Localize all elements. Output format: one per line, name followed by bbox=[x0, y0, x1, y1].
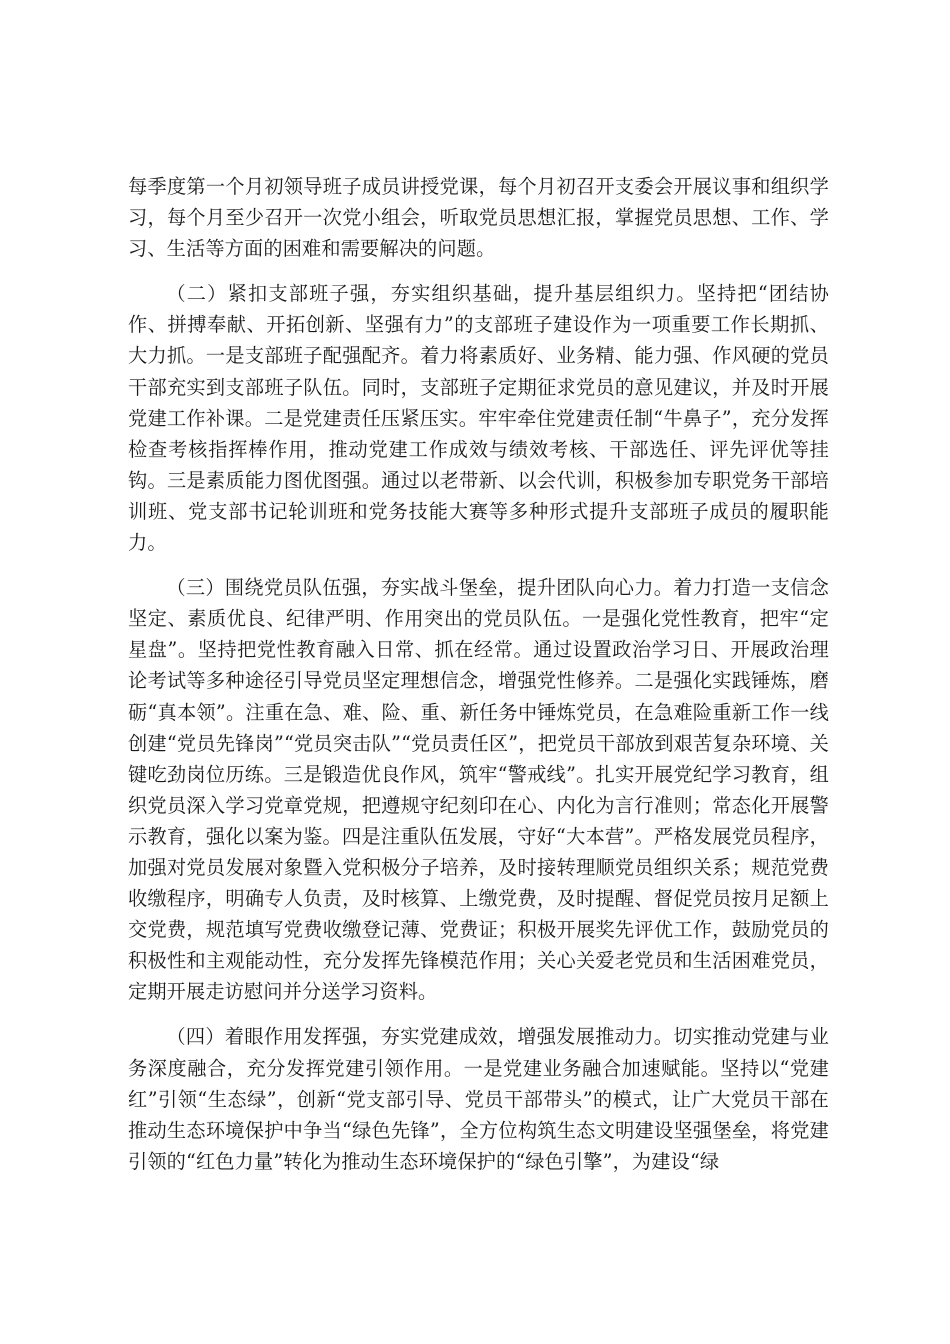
paragraph-section-4: （四）着眼作用发挥强，夯实党建成效，增强发展推动力。切实推动党建与业务深度融合，充分发挥党建引领作用。一是党建业务融合加速赋能。坚持以“党建红”引领“生态绿”，创新“党支部引导、党员干部带头”的模式，让广大党员干部在推动生态环境保护中争当“绿色先锋”，全方位构筑生态文明建设坚强堡垒，将党建引领的“红色力量”转化为推动生态环境保护的“绿色引擎”，为建设“绿 bbox=[128, 1025, 829, 1173]
paragraph-section-2: （二）紧扣支部班子强，夯实组织基础，提升基层组织力。坚持把“团结协作、拼搏奉献、开拓创新、坚强有力”的支部班子建设作为一项重要工作长期抓、大力抓。一是支部班子配强配齐。着力将素质好、业务精、能力强、作风硬的党员干部充实到支部班子队伍。同时，支部班子定期征求党员的意见建议，并及时开展党建工作补课。二是党建责任压紧压实。牢牢牵住党建责任制“牛鼻子”，充分发挥检查考核指挥棒作用，推动党建工作成效与绩效考核、干部选任、评先评优等挂钩。三是素质能力图优图强。通过以老带新、以会代训，积极参加专职党务干部培训班、党支部书记轮训班和党务技能大赛等多种形式提升支部班子成员的履职能力。 bbox=[128, 282, 829, 555]
paragraph-section-3: （三）围绕党员队伍强，夯实战斗堡垒，提升团队向心力。着力打造一支信念坚定、素质优良、纪律严明、作用突出的党员队伍。一是强化党性教育，把牢“定星盘”。坚持把党性教育融入日常、抓在经常。通过设置政治学习日、开展政治理论考试等多种途径引导党员坚定理想信念，增强党性修养。二是强化实践锤炼，磨砺“真本领”。注重在急、难、险、重、新任务中锤炼党员，在急难险重新工作一线创建“党员先锋岗”“党员突击队”“党员责任区”，把党员干部放到艰苦复杂环境、关键吃劲岗位历练。三是锻造优良作风，筑牢“警戒线”。扎实开展党纪学习教育，组织党员深入学习党章党规，把遵规守纪刻印在心、内化为言行准则；常态化开展警示教育，强化以案为鉴。四是注重队伍发展，守好“大本营”。严格发展党员程序，加强对党员发展对象暨入党积极分子培养，及时接转理顺党员组织关系；规范党费收缴程序，明确专人负责，及时核算、上缴党费，及时提醒、督促党员按月足额上交党费，规范填写党费收缴登记薄、党费证；积极开展奖先评优工作，鼓励党员的积极性和主观能动性，充分发挥先锋模范作用；关心关爱老党员和生活困难党员，定期开展走访慰问并分送学习资料。 bbox=[128, 576, 829, 1004]
document-body bbox=[128, 171, 829, 1191]
paragraph-continuation: 每季度第一个月初领导班子成员讲授党课，每个月初召开支委会开展议事和组织学习，每个月至少召开一次党小组会，听取党员思想汇报，掌握党员思想、工作、学习、生活等方面的困难和需要解决的问题。 bbox=[128, 175, 829, 261]
